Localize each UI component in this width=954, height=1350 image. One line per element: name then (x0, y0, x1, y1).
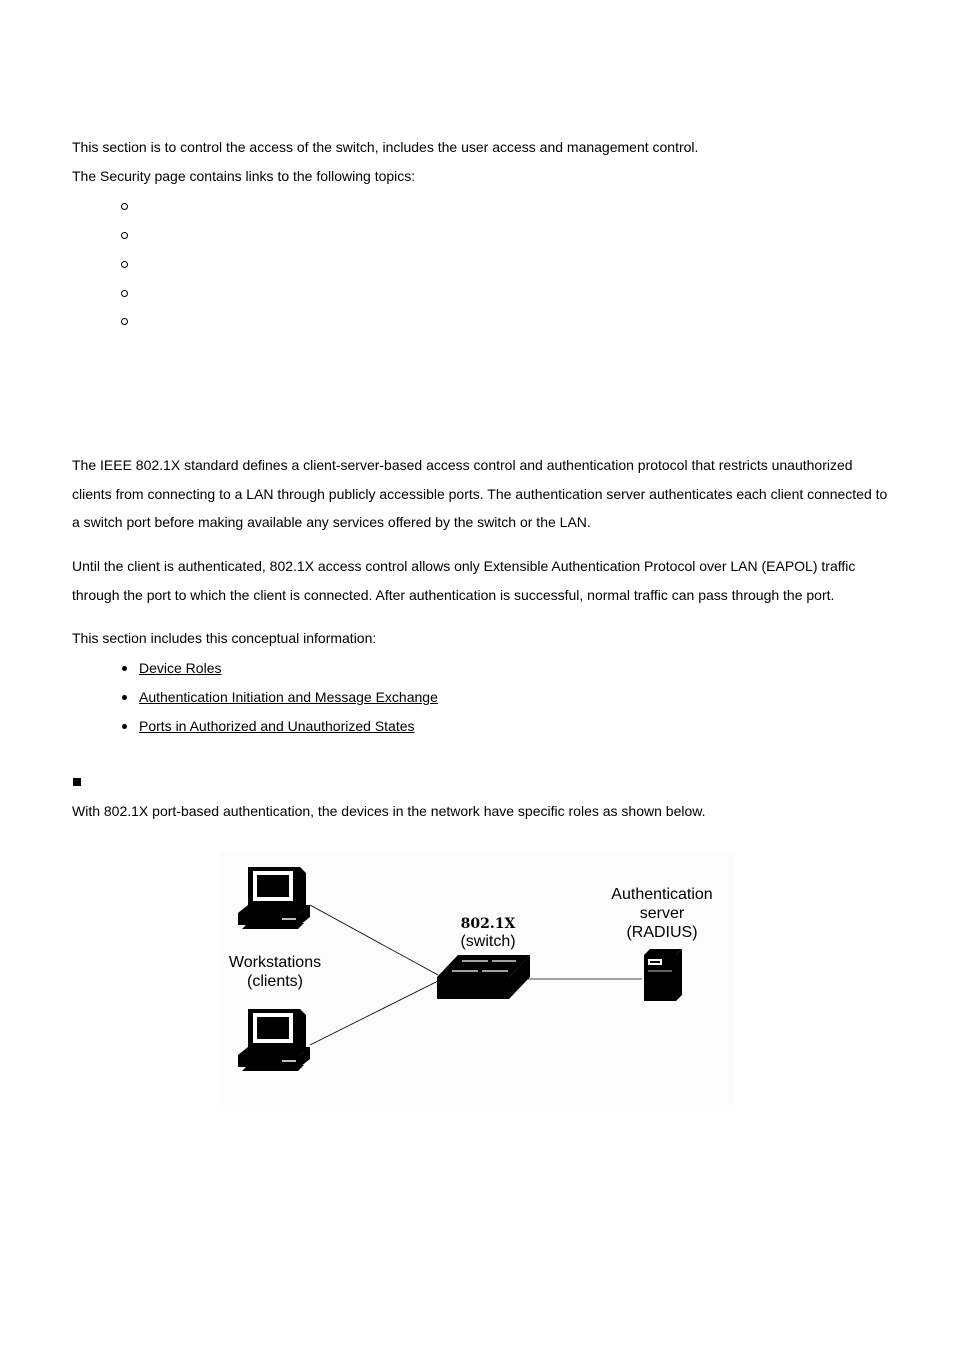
list-item (122, 687, 438, 707)
server-label-1: Authentication (611, 886, 713, 903)
server-icon (644, 949, 682, 1001)
link-device-roles[interactable]: Device Roles (139, 660, 222, 676)
server-label-2: server (639, 905, 685, 922)
intro-line-2: The Security page contains links to the following topics: (72, 168, 416, 184)
topic-bullet (121, 203, 128, 210)
topic-bullet (121, 261, 128, 268)
server-label-3: (RADIUS) (626, 924, 698, 941)
clients-label: (clients) (246, 973, 304, 990)
bullet-icon (122, 666, 127, 671)
list-item (122, 658, 221, 678)
intro-line-1: This section is to control the access of the switch, includes the user access and management control. (72, 139, 699, 155)
device-roles-intro: With 802.1X port-based authentication, the devices in the network have specific roles as shown below. (72, 803, 706, 819)
ieee-paragraph-3: This section includes this conceptual information: (72, 630, 377, 646)
switch-protocol-label: 802.1X (460, 916, 516, 932)
bullet-icon (122, 695, 127, 700)
ieee-paragraph-1: The IEEE 802.1X standard defines a client-server-based access control and authentication protocol that restricts unauthorized clients from connecting to a LAN through publicly accessible ports. The authentication server authenticates each client connected to a switch port before making available any services offered by the switch or the LAN. (72, 457, 888, 530)
workstation-bottom-icon (238, 1009, 310, 1071)
device-roles-diagram (220, 853, 734, 1105)
link-authentication-initiation[interactable]: Authentication Initiation and Message Exchange (139, 689, 438, 705)
ieee-paragraph-2: Until the client is authenticated, 802.1X access control allows only Extensible Authentication Protocol over LAN (EAPOL) traffic through the port to which the client is connected. After authentication is successful, normal traffic can pass through the port. (72, 558, 856, 603)
topic-bullet (121, 318, 128, 325)
workstations-label: Workstations (228, 954, 322, 971)
topic-bullet (121, 290, 128, 297)
switch-label: (switch) (460, 933, 516, 950)
workstation-top-icon (238, 867, 310, 929)
bullet-icon (122, 724, 127, 729)
square-bullet-icon (73, 778, 81, 786)
list-item (122, 716, 415, 736)
link-ports-states[interactable]: Ports in Authorized and Unauthorized States (139, 718, 415, 734)
topic-bullet (121, 232, 128, 239)
